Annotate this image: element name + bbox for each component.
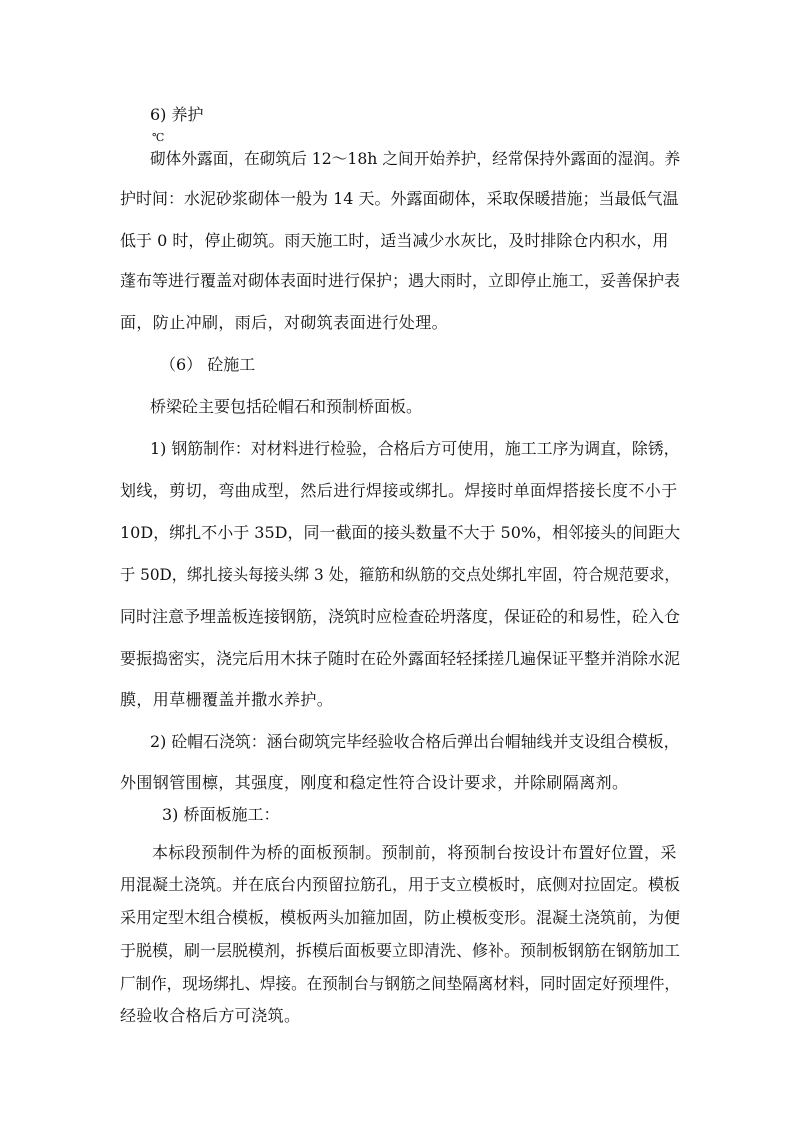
paragraph-line: 本标段预制件为桥的面板预制。预制前，将预制台按设计布置好位置，采: [152, 843, 677, 862]
paragraph-line: 采用定型木组合模板，模板两头加箍加固，防止模板变形。混凝土浇筑前，为便: [120, 908, 681, 927]
paragraph-line: 护时间：水泥砂浆砌体一般为 14 天。外露面砌体，采取保暖措施；当最低气温: [120, 189, 679, 208]
paragraph-line: 1) 钢筋制作：对材料进行检验，合格后方可使用，施工工序为调直，除锈，: [150, 439, 680, 458]
heading-curing: 6) 养护: [150, 105, 204, 124]
paragraph-line: 于脱模，刷一层脱模剂，拆模后面板要立即清洗、修补。预制板钢筋在钢筋加工: [120, 941, 681, 960]
paragraph-line: 要振捣密实，浇完后用木抹子随时在砼外露面轻轻揉搓几遍保证平整并消除水泥: [120, 649, 681, 668]
paragraph-line: 10D，绑扎不小于 35D，同一截面的接头数量不大于 50%，相邻接头的间距大: [120, 523, 681, 542]
temperature-unit: ℃: [152, 131, 165, 144]
paragraph-line: 用混凝土浇筑。并在底台内预留拉筋孔，用于支立模板时，底侧对拉固定。模板: [120, 875, 681, 894]
paragraph-line: 蓬布等进行覆盖对砌体表面时进行保护；遇大雨时，立即停止施工，妥善保护表: [120, 271, 681, 290]
heading-deck: 3) 桥面板施工：: [162, 805, 280, 824]
paragraph-line: 厂制作，现场绑扎、焊接。在预制台与钢筋之间垫隔离材料，同时固定好预埋件，: [120, 974, 681, 993]
paragraph-line: 2) 砼帽石浇筑：涵台砌筑完毕经验收合格后弹出台帽轴线并支设组合模板，: [150, 732, 680, 751]
paragraph-line: 经验收合格后方可浇筑。: [120, 1006, 301, 1025]
paragraph-line: 于 50D，绑扎接头每接头绑 3 处，箍筋和纵筋的交点处绑扎牢固，符合规范要求，: [120, 565, 680, 584]
paragraph-line: 低于 0 时，停止砌筑。雨天施工时，适当减少水灰比，及时排除仓内积水，用: [120, 231, 669, 250]
paragraph-line: 外围钢管围檩，其强度，刚度和稳定性符合设计要求，并除刷隔离剂。: [120, 773, 629, 792]
paragraph-line: 砌体外露面，在砌筑后 12～18h 之间开始养护，经常保持外露面的湿润。养: [150, 149, 681, 168]
heading-concrete: （6） 砼施工: [160, 355, 256, 374]
paragraph-line: 膜，用草栅覆盖并撒水养护。: [120, 690, 334, 709]
paragraph-line: 同时注意予埋盖板连接钢筋，浇筑时应检查砼坍落度，保证砼的和易性，砼入仓: [120, 607, 681, 626]
paragraph-line: 划线，剪切，弯曲成型，然后进行焊接或绑扎。焊接时单面焊搭接长度不小于: [120, 481, 678, 500]
paragraph-line: 面，防止冲刷，雨后，对砌筑表面进行处理。: [120, 313, 449, 332]
intro-line: 桥梁砼主要包括砼帽石和预制桥面板。: [150, 397, 423, 416]
